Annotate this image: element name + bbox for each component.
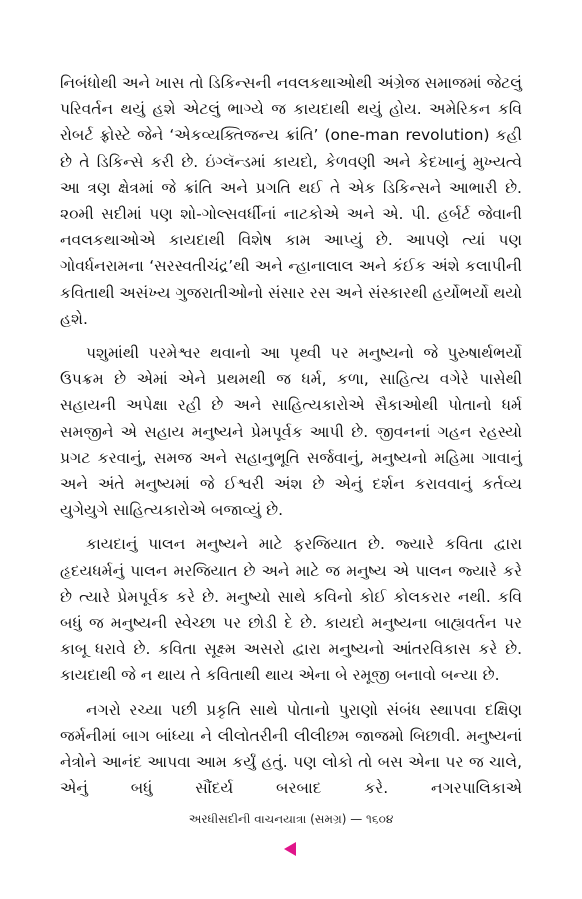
page-footer: અરધીસદીની વાચનયાત્રા (સમગ્ર) — ૧૬૦૪ [188, 812, 394, 826]
page-body [60, 70, 522, 801]
paragraph-4: નગરો રચ્યા પછી પ્રકૃતિ સાથે પોતાનો પુરાણો સંબંધ સ્થાપવા દક્ષિણ જર્મનીમાં બાગ બાંધ્યા ને લીલોતરીની લીલીછમ જાજમો બિછાવી. મનુષ્યનાં નેત્રોને આનંદ આપવા આમ કર્યું હતું. પણ લોકો તો બસ એના પર જ ચાલે, એનું બધું સૌંદર્ય બરબાદ કરે. નગરપાલિકાએ [60, 700, 522, 798]
paragraph-3: કાયદાનું પાલન મનુષ્યને માટે ફરજિયાત છે. જ્યારે કવિતા દ્વારા હૃદયધર્મનું પાલન મરજિયાત છે અને માટે જ મનુષ્ય એ પાલન જ્યારે કરે છે ત્યારે પ્રેમપૂર્વક કરે છે. મનુષ્યો સાથે કવિનો કોઈ કોલકરાર નથી. કવિ બધું જ મનુષ્યની સ્વેચ્છા પર છોડી દે છે. કાયદો મનુષ્યના બાહ્યવર્તન પર કાબૂ ધરાવે છે. કવિતા સૂક્ષ્મ અસરો દ્વારા મનુષ્યનો આંતરવિકાસ કરે છે. કાયદાથી જે ન થાય તે કવિતાથી થાય એના બે રમૂજી બનાવો બન્યા છે. [60, 535, 522, 685]
previous-page-icon[interactable] [284, 842, 296, 856]
paragraph-1: નિબંધોથી અને ખાસ તો ડિકિન્સની નવલકથાઓથી અંગ્રેજ સમાજમાં જેટલું પરિવર્તન થયું હશે એટલું ભાગ્યે જ કાયદાથી થયું હોય. અમેરિકન કવિ રોબર્ટ ફ્રોસ્ટે જેને ‘એકવ્યક્તિજન્ય ક્રાંતિ’ (one-man revolution) કહી છે તે ડિકિન્સે કરી છે. ઇંગ્લૅન્ડમાં કાયદો, કેળવણી અને કેદખાનું મુખ્યત્વે આ ત્રણ ક્ષેત્રમાં જે ક્રાંતિ અને પ્રગતિ થઈ તે એક ડિકિન્સને આભારી છે. ૨૦મી સદીમાં પણ શો-ગોલ્સવર્ધીનાં નાટકોએ અને એ. પી. હર્બર્ટ જેવાની નવલકથાઓએ કાયદાથી વિશેષ કામ આપ્યું છે. આપણે ત્યાં પણ ગોવર્ધનરામના ‘સરસ્વતીચંદ્ર’થી અને ન્હાનાલાલ અને કંઈક અંશે કલાપીની કવિતાથી અસંખ્ય ગુજરાતીઓનો સંસાર રસ અને સંસ્કારથી હર્યોભર્યો થયો હશે. [60, 74, 522, 328]
paragraph-2: પશુમાંથી પરમેશ્વર થવાનો આ પૃથ્વી પર મનુષ્યનો જે પુરુષાર્થભર્યો ઉપક્રમ છે એમાં એને પ્રથમથી જ ધર્મ, કળા, સાહિત્ય વગેરે પાસેથી સહાયની અપેક્ષા રહી છે અને સાહિત્યકારોએ સૈકાઓથી પોતાનો ધર્મ સમજીને એ સહાય મનુષ્યને પ્રેમપૂર્વક આપી છે. જીવનનાં ગહન રહસ્યો પ્રગટ કરવાનું, સમજ અને સહાનુભૂતિ સર્જવાનું, મનુષ્યનો મહિમા ગાવાનું અને અંતે મનુષ્યમાં જે ઈશ્વરી અંશ છે એનું દર્શન કરાવવાનું કર્તવ્ય યુગેયુગે સાહિત્યકારોએ બજાવ્યું છે. [60, 344, 522, 520]
